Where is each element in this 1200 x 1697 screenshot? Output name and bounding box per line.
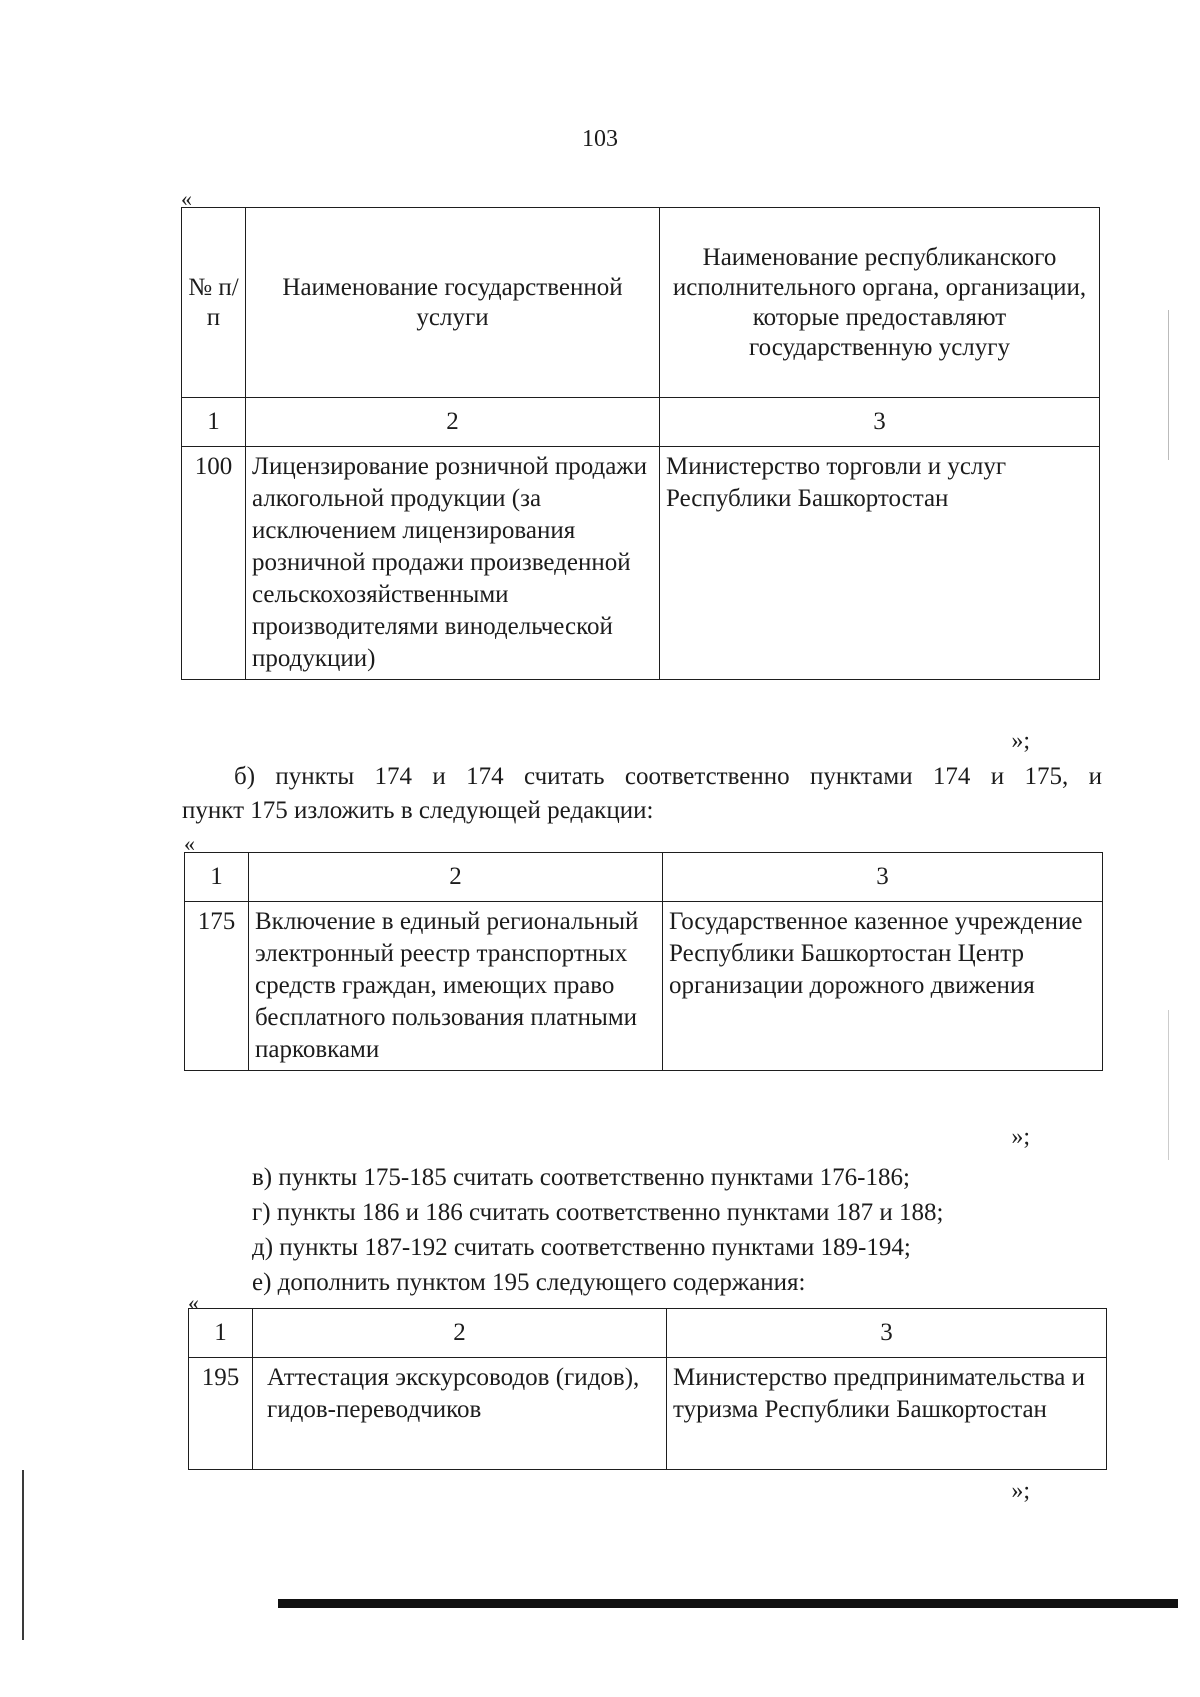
column-number: 3 — [663, 853, 1103, 902]
closing-quote: »; — [1011, 1124, 1030, 1150]
opening-quote: « — [184, 831, 195, 856]
column-number: 2 — [246, 398, 660, 447]
organ-name: Государственное казенное учреждение Республики Башкортостан Центр организации дорожного движения — [663, 902, 1103, 1071]
paragraph-b: б) пункты 174 и 174 считать соответственно пунктами 174 и 175, и пункт 175 изложить в следующей редакции: — [182, 763, 1102, 824]
row-number: 175 — [185, 902, 249, 1071]
column-number: 2 — [249, 853, 663, 902]
service-name: Лицензирование розничной продажи алкогольной продукции (за исключением лицензирования розничной продажи произведенной сельскохозяйственными производителями винодельческой продукции) — [246, 447, 660, 680]
row-number: 195 — [189, 1358, 253, 1470]
list-item: е) дополнить пунктом 195 следующего содержания: — [252, 1269, 806, 1296]
column-number: 3 — [660, 398, 1100, 447]
column-number: 1 — [182, 398, 246, 447]
row-number: 100 — [182, 447, 246, 680]
header-organ-name: Наименование республиканского исполнительного органа, организации, которые предоставляют государственную услугу — [660, 208, 1100, 398]
organ-name: Министерство торговли и услуг Республики Башкортостан — [660, 447, 1100, 680]
service-name: Включение в единый региональный электронный реестр транспортных средств граждан, имеющих право бесплатного пользования платными парковками — [249, 902, 663, 1071]
services-table-row-195 — [188, 1308, 1107, 1470]
header-number: № п/п — [182, 208, 246, 398]
column-number-row — [189, 1309, 1107, 1358]
page-number: 103 — [582, 126, 618, 152]
column-number: 1 — [189, 1309, 253, 1358]
scan-edge-line — [1168, 310, 1169, 460]
table-row — [189, 1358, 1107, 1470]
services-table-row-175 — [184, 852, 1103, 1071]
list-item: д) пункты 187-192 считать соответственно пунктами 189-194; — [252, 1234, 911, 1261]
scan-edge-line — [22, 1470, 24, 1640]
column-number: 2 — [253, 1309, 667, 1358]
closing-quote: »; — [1011, 1478, 1030, 1504]
column-number: 3 — [667, 1309, 1107, 1358]
table-header-row — [182, 208, 1100, 398]
opening-quote: « — [181, 186, 192, 211]
list-item: г) пункты 186 и 186 считать соответственно пунктами 187 и 188; — [252, 1199, 944, 1226]
scan-edge-line — [1168, 1010, 1169, 1160]
table-row — [185, 902, 1103, 1071]
opening-quote: « — [188, 1290, 199, 1315]
services-table-header — [181, 207, 1100, 680]
column-number-row — [185, 853, 1103, 902]
table-row — [182, 447, 1100, 680]
header-service-name: Наименование государственной услуги — [246, 208, 660, 398]
column-number: 1 — [185, 853, 249, 902]
organ-name: Министерство предпринимательства и туризма Республики Башкортостан — [667, 1358, 1107, 1470]
scan-bottom-bar — [278, 1599, 1178, 1608]
service-name: Аттестация экскурсоводов (гидов), гидов-переводчиков — [253, 1358, 667, 1470]
closing-quote: »; — [1011, 728, 1030, 754]
column-number-row — [182, 398, 1100, 447]
list-item: в) пункты 175-185 считать соответственно пунктами 176-186; — [252, 1164, 910, 1191]
